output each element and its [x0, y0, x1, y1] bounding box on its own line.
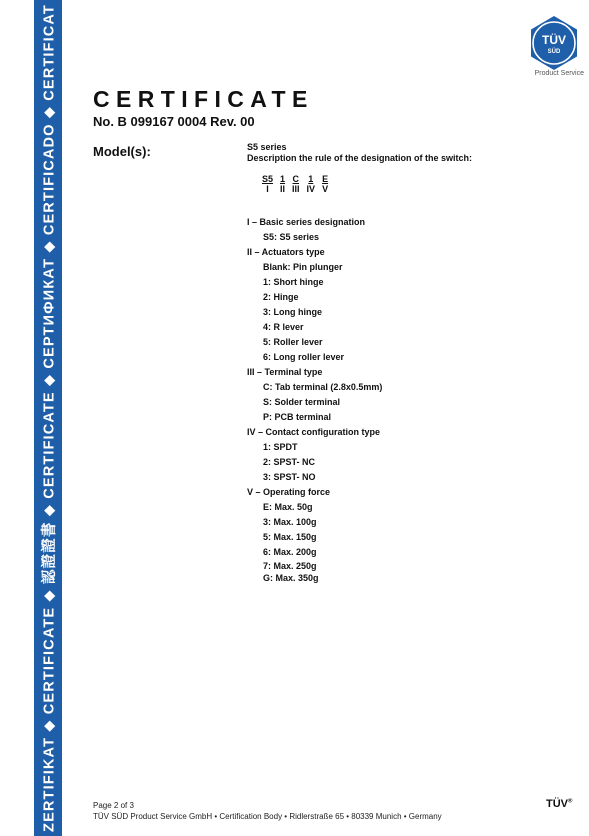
- models-label: Model(s):: [93, 144, 151, 159]
- section-item: 3: SPST- NO: [263, 472, 316, 482]
- section-item: Blank: Pin plunger: [263, 262, 343, 272]
- logo-caption: Product Service: [534, 70, 584, 77]
- section-item: 3: Max. 100g: [263, 517, 317, 527]
- section-heading: I – Basic series designation: [247, 217, 366, 227]
- section-heading: II – Actuators type: [247, 247, 325, 257]
- certificate-title: CERTIFICATE: [93, 86, 314, 112]
- footer-tuv-logo: [546, 798, 572, 810]
- designation-numeral: IV: [306, 183, 316, 194]
- designation-code-value: C: [292, 174, 300, 184]
- certificate-number: No. B 099167 0004 Rev. 00: [93, 114, 255, 129]
- section-item: 4: R lever: [263, 322, 304, 332]
- section-item: 1: Short hinge: [263, 277, 324, 287]
- section-item: 6: Long roller lever: [263, 352, 345, 362]
- section-item: 1: SPDT: [263, 442, 298, 452]
- models-content: [247, 142, 567, 584]
- designation-part: [322, 175, 328, 194]
- section-item: 3: Long hinge: [263, 307, 322, 317]
- logo-text: TÜV: [542, 33, 566, 47]
- tuv-sud-logo: [526, 15, 582, 71]
- section-item: E: Max. 50g: [263, 502, 313, 512]
- sidebar-certificate-text: ZERTIFIKAT ◆ CERTIFICATE ◆ 認證證書 ◆ CERTIFICATE ◆ СЕРТИФИКАТ ◆ CERTIFICADO ◆ CERTIFICAT: [41, 4, 58, 832]
- section-item: 2: Hinge: [263, 292, 299, 302]
- designation-part: [262, 175, 273, 194]
- designation-numeral: I: [266, 183, 269, 194]
- designation-code-value: 1: [308, 174, 314, 184]
- section-item: 5: Max. 150g: [263, 532, 317, 542]
- designation-part: [292, 175, 300, 194]
- section-item: C: Tab terminal (2.8x0.5mm): [263, 382, 383, 392]
- footer-logo-text: TÜV: [546, 798, 568, 810]
- section-heading: IV – Contact configuration type: [247, 427, 381, 437]
- section-heading: III – Terminal type: [247, 367, 323, 377]
- section-heading: V – Operating force: [247, 487, 331, 497]
- section-item: G: Max. 350g: [263, 573, 319, 583]
- series-name: S5 series: [247, 142, 287, 152]
- designation-code: [262, 175, 567, 194]
- section-item: P: PCB terminal: [263, 412, 332, 422]
- section-item: 2: SPST- NC: [263, 457, 316, 467]
- designation-description: Description the rule of the designation of the switch:: [247, 153, 473, 163]
- designation-part: [307, 175, 316, 194]
- designation-code-value: E: [322, 174, 329, 184]
- designation-numeral: V: [322, 183, 329, 194]
- designation-code-value: S5: [262, 174, 274, 184]
- designation-numeral: II: [280, 183, 286, 194]
- logo-subtext: SÜD: [547, 49, 561, 55]
- designation-code-value: 1: [280, 174, 286, 184]
- registered-mark: ®: [568, 798, 573, 805]
- section-item: 6: Max. 200g: [263, 547, 317, 557]
- designation-part: [280, 175, 285, 194]
- designation-numeral: III: [292, 183, 300, 194]
- section-item: S: Solder terminal: [263, 397, 341, 407]
- page-number: Page 2 of 3: [93, 801, 134, 810]
- section-item: S5: S5 series: [263, 232, 320, 242]
- section-item: 5: Roller lever: [263, 337, 323, 347]
- section-item: 7: Max. 250g: [263, 561, 317, 571]
- footer-address: TÜV SÜD Product Service GmbH • Certification Body • Ridlerstraße 65 • 80339 Munich • Germany: [93, 812, 442, 821]
- designation-sections: [247, 215, 567, 584]
